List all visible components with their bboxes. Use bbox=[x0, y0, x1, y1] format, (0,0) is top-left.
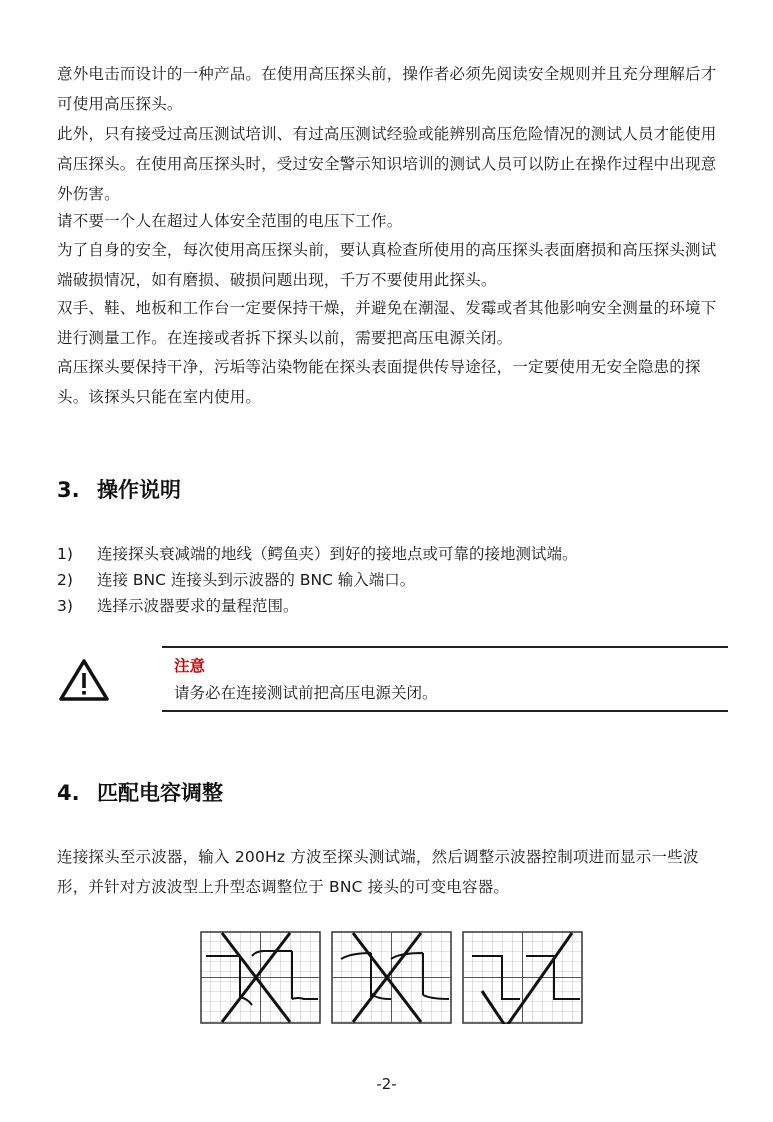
intro-paragraph-6: 高压探头要保持干净，污垢等沾染物能在探头表面提供传导途径，一定要使用无安全隐患的探头。该探头只能在室内使用。 bbox=[57, 358, 701, 406]
note-title: 注意 bbox=[174, 657, 206, 675]
intro-paragraph-2: 此外，只有接受过高压测试培训、有过高压测试经验或能辨别高压危险情况的测试人员才能使用高压探头。在使用高压探头时，受过安全警示知识培训的测试人员可以防止在操作过程中出现意外伤害。 bbox=[57, 125, 717, 203]
step-number: 2) bbox=[57, 571, 73, 589]
intro-paragraph-4: 为了自身的安全，每次使用高压探头前，要认真检查所使用的高压探头表面磨损和高压探头测试端破损情况，如有磨损、破损问题出现，千万不要使用此探头。 bbox=[57, 241, 717, 289]
section-3-title: 操作说明 bbox=[97, 478, 181, 502]
page-number: -2- bbox=[376, 1075, 397, 1093]
step-item bbox=[57, 593, 299, 619]
section-3-heading bbox=[57, 474, 181, 504]
step-number: 1) bbox=[57, 545, 73, 563]
step-number: 3) bbox=[57, 597, 73, 615]
note-box bbox=[162, 646, 728, 712]
note-text: 请务必在连接测试前把高压电源关闭。 bbox=[174, 684, 438, 702]
step-text: 选择示波器要求的量程范围。 bbox=[97, 597, 299, 615]
step-text: 连接探头衰减端的地线（鳄鱼夹）到好的接地点或可靠的接地测试端。 bbox=[97, 545, 578, 563]
section-4-title: 匹配电容调整 bbox=[97, 781, 223, 805]
intro-paragraph-5: 双手、鞋、地板和工作台一定要保持干燥，并避免在潮湿、发霉或者其他影响安全测量的环境下进行测量工作。在连接或者拆下探头以前，需要把高压电源关闭。 bbox=[57, 299, 717, 347]
waveform-overcompensated-figure bbox=[200, 931, 321, 1024]
intro-paragraph-1: 意外电击而设计的一种产品。在使用高压探头前，操作者必须先阅读安全规则并且充分理解后才可使用高压探头。 bbox=[57, 65, 717, 113]
section-4-paragraph: 连接探头至示波器，输入 200Hz 方波至探头测试端，然后调整示波器控制项进而显示一些波形，并针对方波波型上升型态调整位于 BNC 接头的可变电容器。 bbox=[57, 848, 699, 896]
warning-triangle-icon bbox=[58, 658, 110, 702]
step-text: 连接 BNC 连接头到示波器的 BNC 输入端口。 bbox=[97, 571, 416, 589]
section-3-number: 3. bbox=[57, 478, 80, 502]
step-item bbox=[57, 541, 578, 567]
step-item bbox=[57, 567, 415, 593]
section-4-number: 4. bbox=[57, 781, 80, 805]
waveform-undercompensated-figure bbox=[331, 931, 452, 1024]
intro-paragraph-3: 请不要一个人在超过人体安全范围的电压下工作。 bbox=[57, 212, 403, 230]
section-4-heading bbox=[57, 777, 223, 807]
waveform-correct-figure bbox=[462, 931, 583, 1024]
